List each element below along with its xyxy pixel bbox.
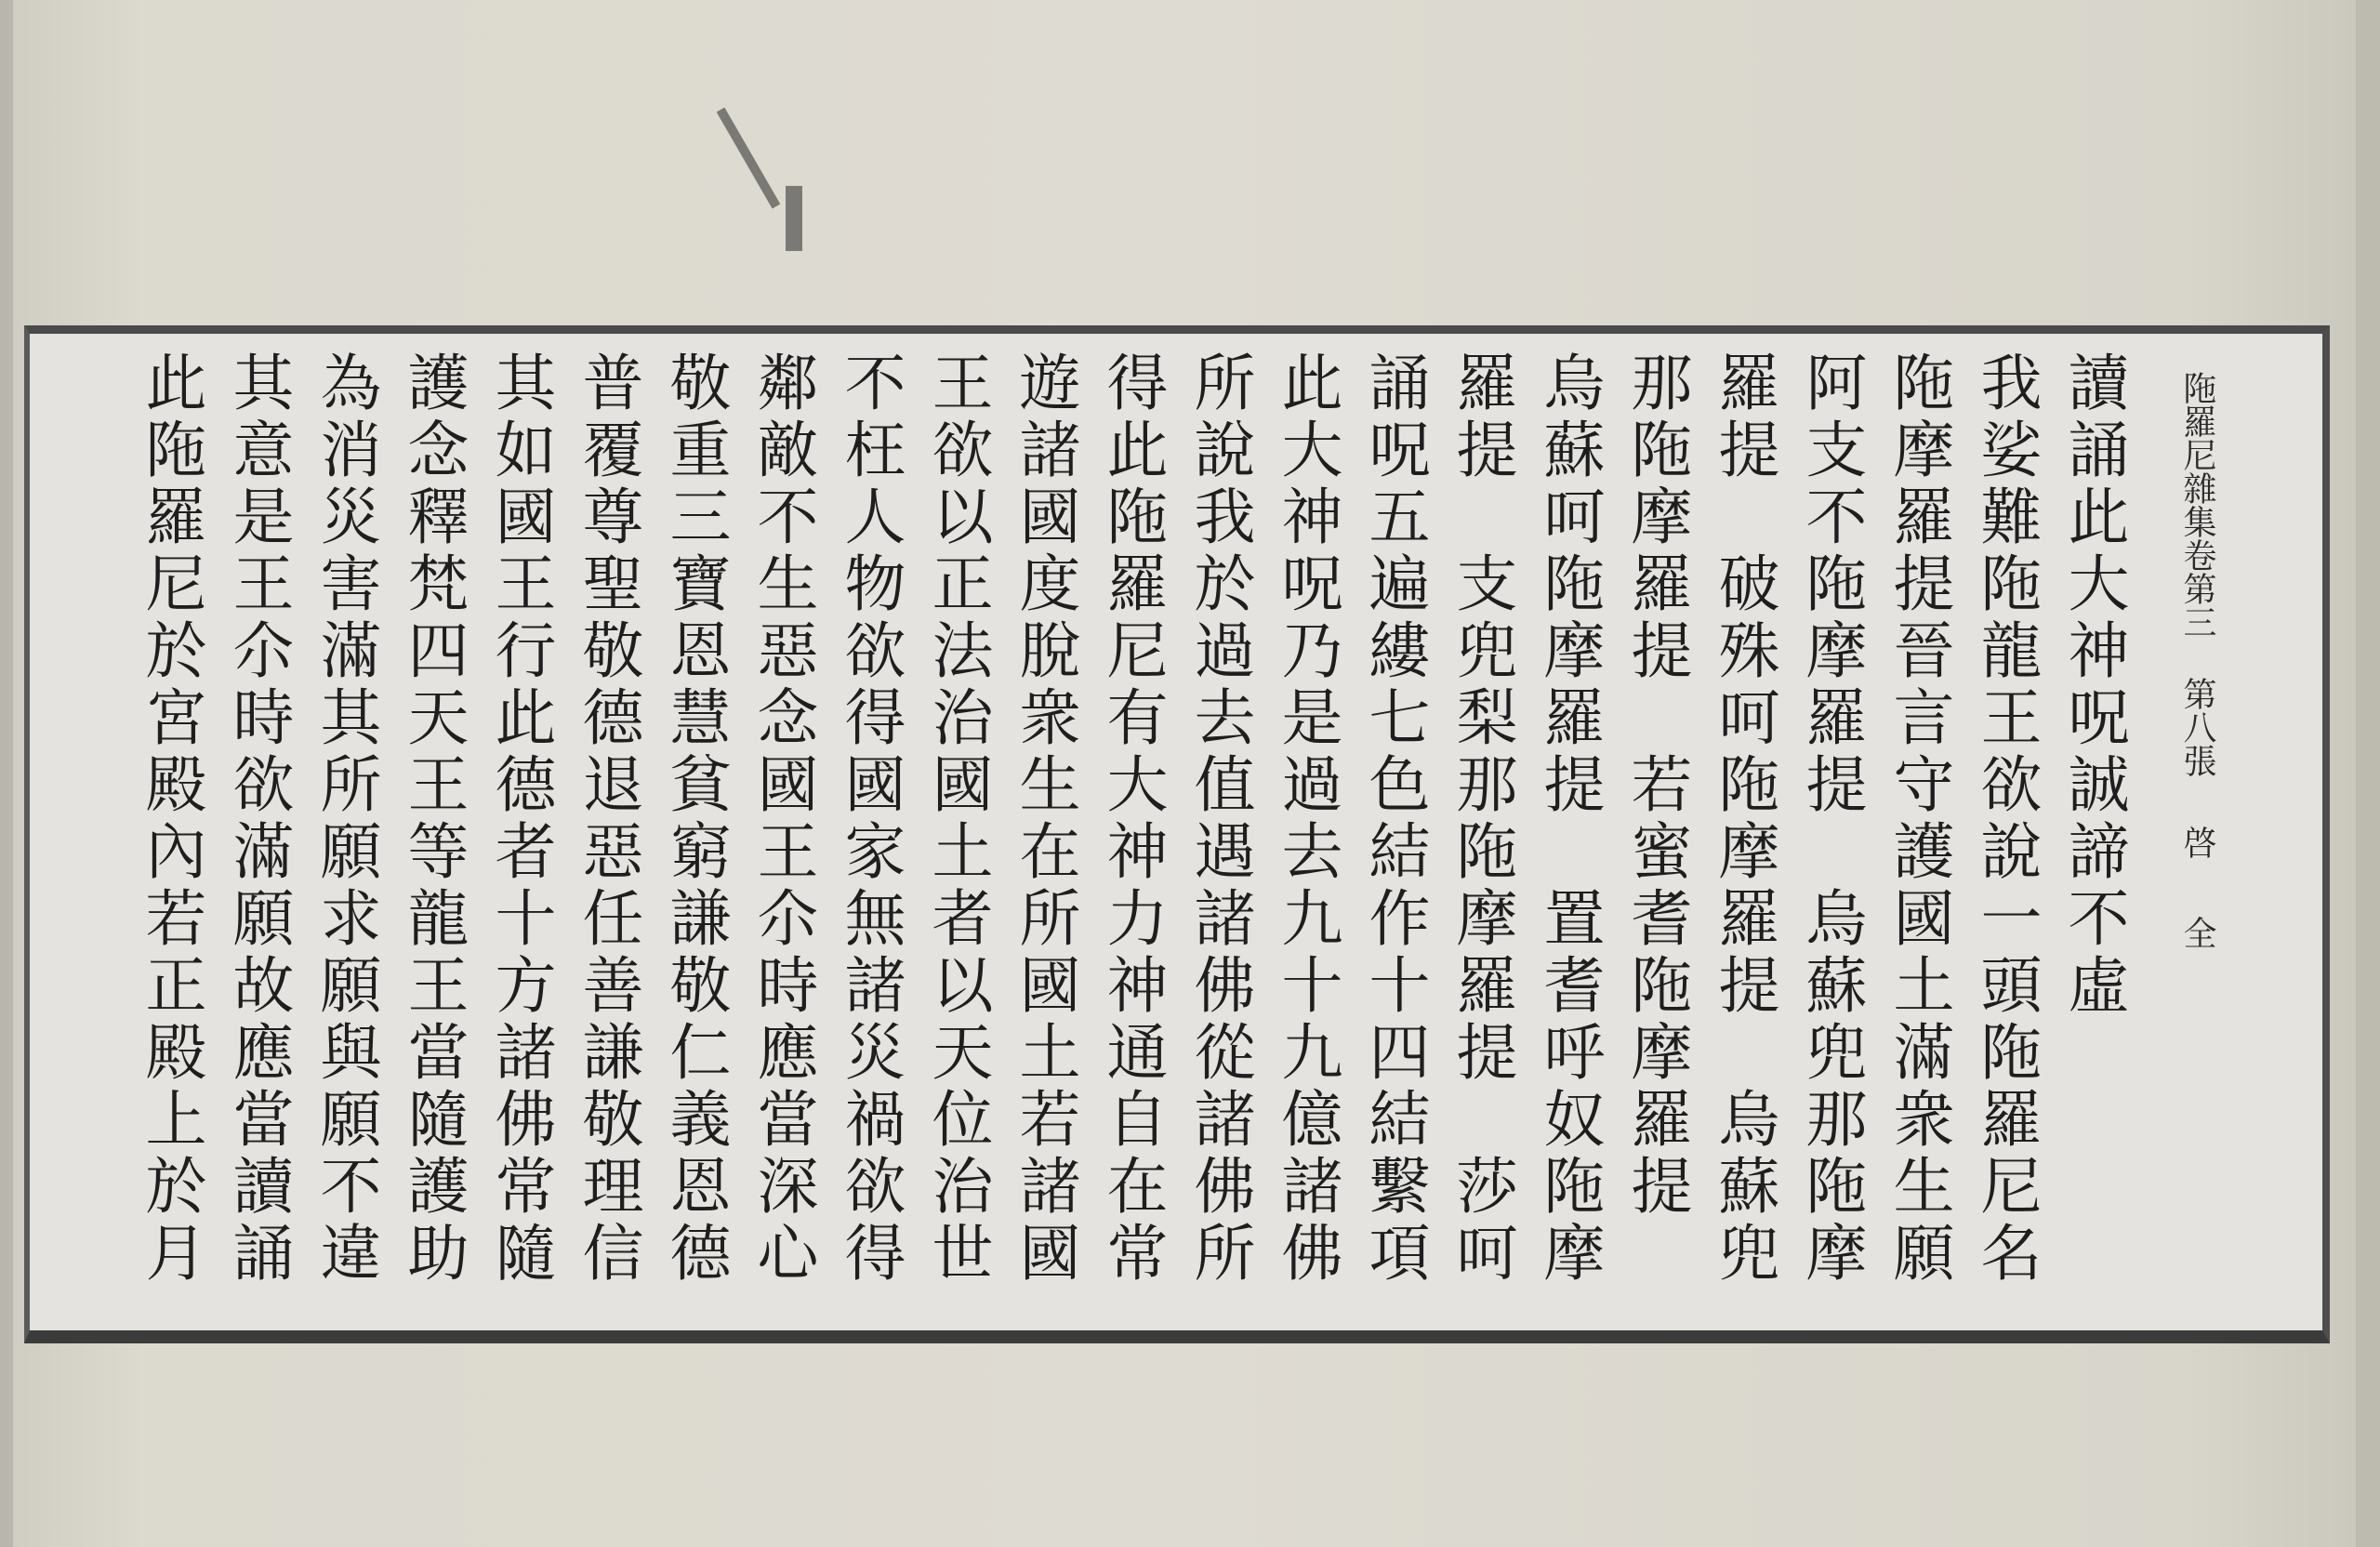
text-column: 羅提 支兜梨那陁摩羅提 莎呵 bbox=[1446, 350, 1517, 1288]
margin-title: 陁羅尼雜集卷第三 bbox=[2178, 371, 2216, 639]
text-column: 阿支不陁摩羅提 烏蘇兜那陁摩 bbox=[1795, 350, 1867, 1288]
margin-page-number: 第八張 bbox=[2178, 677, 2216, 778]
text-column: 此大神呪乃是過去九十九億諸佛 bbox=[1271, 350, 1342, 1288]
text-column: 羅提 破殊呵陁摩羅提 烏蘇兜 bbox=[1708, 350, 1779, 1288]
text-column: 遊諸國度脫衆生在所國土若諸國 bbox=[1009, 350, 1080, 1288]
text-column: 為消災害滿其所願求願與願不違 bbox=[310, 350, 381, 1288]
page-left-edge bbox=[0, 0, 13, 1547]
text-column: 誦呪五遍縷七色結作十四結繫項 bbox=[1358, 350, 1430, 1288]
text-column: 護念釋梵四天王等龍王當隨護助 bbox=[397, 350, 469, 1288]
text-column: 鄰敵不生惡念國王尒時應當深心 bbox=[747, 350, 818, 1288]
printed-text-block bbox=[24, 325, 2330, 1343]
text-column: 陁摩羅提晉言守護國土滿衆生願 bbox=[1883, 350, 1954, 1288]
text-column: 其意是王尒時欲滿願故應當讀誦 bbox=[222, 350, 294, 1288]
text-column: 所說我於過去值遇諸佛從諸佛所 bbox=[1183, 350, 1255, 1288]
text-column: 不枉人物欲得國家無諸災禍欲得 bbox=[834, 350, 906, 1288]
text-column: 那陁摩羅提 若蜜耆陁摩羅提 bbox=[1620, 350, 1692, 1221]
margin-mark-2: 全 bbox=[2178, 916, 2216, 950]
text-column: 烏蘇呵陁摩羅提 置耆呼奴陁摩 bbox=[1533, 350, 1605, 1288]
ink-stain bbox=[786, 186, 802, 251]
text-column: 得此陁羅尼有大神力神通自在常 bbox=[1096, 350, 1168, 1288]
text-column: 我娑難陁龍王欲說一頭陁羅尼名 bbox=[1970, 350, 2042, 1288]
margin-mark: 啓 bbox=[2178, 825, 2216, 859]
text-column: 敬重三寶恩慧貧窮謙敬仁義恩德 bbox=[659, 350, 731, 1288]
ink-stain bbox=[717, 108, 781, 209]
page-right-edge bbox=[2356, 0, 2380, 1547]
margin-header bbox=[2178, 371, 2215, 949]
text-column: 此陁羅尼於宮殿內若正殿上於月 bbox=[135, 350, 206, 1288]
text-column: 其如國王行此德者十方諸佛常隨 bbox=[484, 350, 556, 1288]
text-column: 王欲以正法治國土者以天位治世 bbox=[921, 350, 993, 1288]
text-column: 普覆尊聖敬德退惡任善謙敬理信 bbox=[572, 350, 643, 1288]
text-column: 讀誦此大神呪誠諦不虛 bbox=[2057, 350, 2129, 1020]
text-columns bbox=[126, 350, 2136, 1355]
